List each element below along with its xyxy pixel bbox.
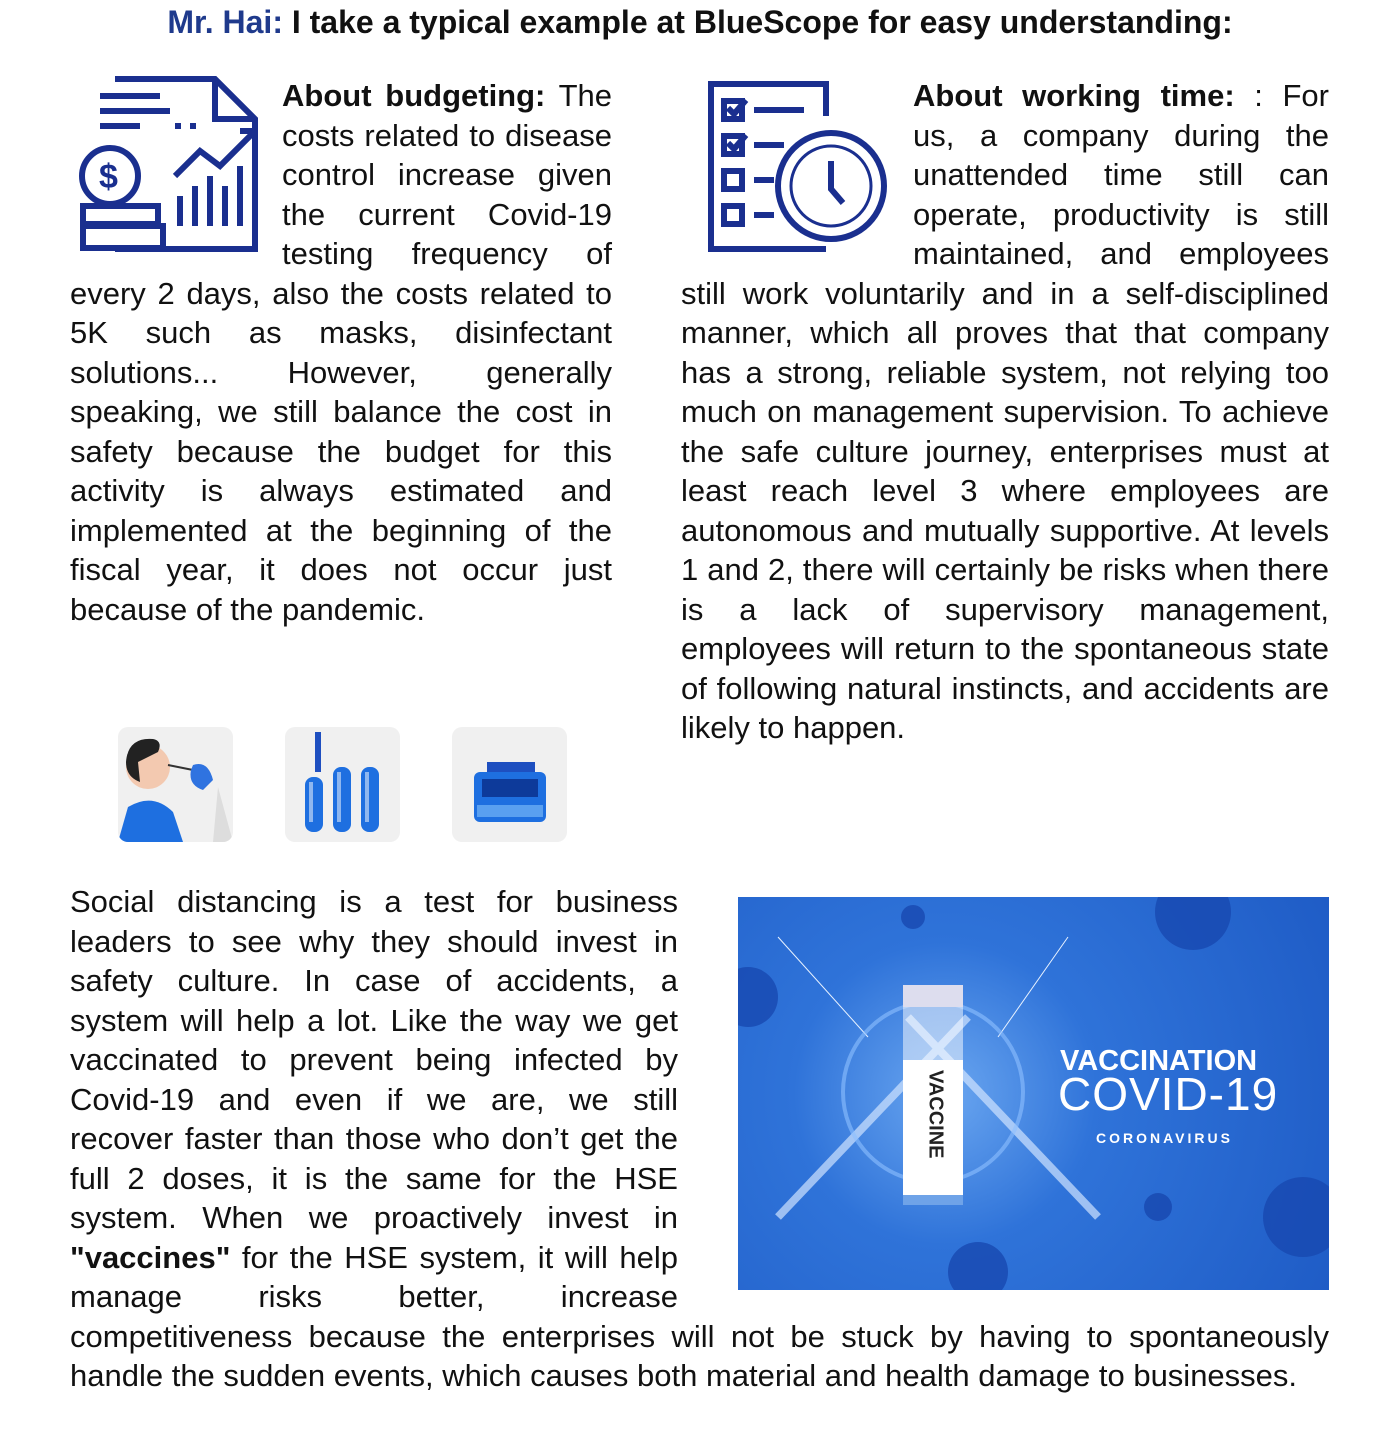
svg-text:$: $ xyxy=(99,158,118,196)
vaccination-covid19-image xyxy=(738,897,1329,1290)
vial-label: VACCINE xyxy=(924,1070,947,1159)
vaccines-emphasis: "vaccines" xyxy=(70,1239,231,1275)
working-time-section xyxy=(681,76,1329,748)
test-tubes-illustration xyxy=(285,727,400,842)
budget-chart-icon xyxy=(75,76,260,256)
sample-box-illustration xyxy=(452,727,567,842)
speaker-name: Mr. Hai: xyxy=(167,4,283,40)
distancing-text-2: for the HSE system, it will help manage risks better, increase competitiveness because the enterprises will not be stuck by having to spontaneously handle the sudden events, which causes both material and health damage to businesses. xyxy=(70,1239,1329,1393)
heading-text: I take a typical example at BlueScope for easy understanding: xyxy=(282,4,1233,40)
working-time-title: About working time: xyxy=(913,78,1235,113)
distancing-text-1: Social distancing is a test for business leaders to see why they should invest in safety culture. In case of accidents, a system will help a lot. Like the way we get vaccinated to prevent being infected by Covid-19 and even if we are, we still recover faster than those who don’t get the full 2 doses, it is the same for the HSE system. When we proactively invest in xyxy=(70,884,678,1235)
distancing-section xyxy=(70,882,1329,1396)
working-time-text: : For us, a company during the unattended time still can operate, productivity is still maintained, and employees still work voluntarily and in a self-disciplined manner, which all proves that that company has a strong, reliable system, not relying too much on management supervision. To achieve the safe culture journey, enterprises must at least reach level 3 where employees are autonomous and mutually supportive. At levels 1 and 2, there will certainly be risks when there is a lack of supervisory management, employees will return to the spontaneous state of following natural instincts, and accidents are likely to happen. xyxy=(681,78,1329,745)
image-title-covid: COVID-19 xyxy=(1058,1068,1279,1120)
image-title-vaccination: VACCINATION xyxy=(1060,1045,1258,1077)
illustration-row xyxy=(118,727,567,842)
page-heading xyxy=(0,4,1400,41)
budgeting-title: About budgeting: xyxy=(282,78,546,113)
budgeting-text: The costs related to disease control increase given the current Covid-19 testing frequency of every 2 days, also the costs related to 5K such as masks, disinfectant solutions... However, generally speaking, we still balance the cost in safety because the budget for this activity is always estimated and implemented at the beginning of the fiscal year, it does not occur just because of the pandemic. xyxy=(70,78,612,627)
budgeting-section xyxy=(70,76,612,629)
nasal-swab-test-illustration xyxy=(118,727,233,842)
vaccine-vial xyxy=(903,985,963,1205)
checklist-clock-icon xyxy=(706,76,891,256)
image-subtitle-coronavirus: CORONAVIRUS xyxy=(1096,1130,1233,1146)
